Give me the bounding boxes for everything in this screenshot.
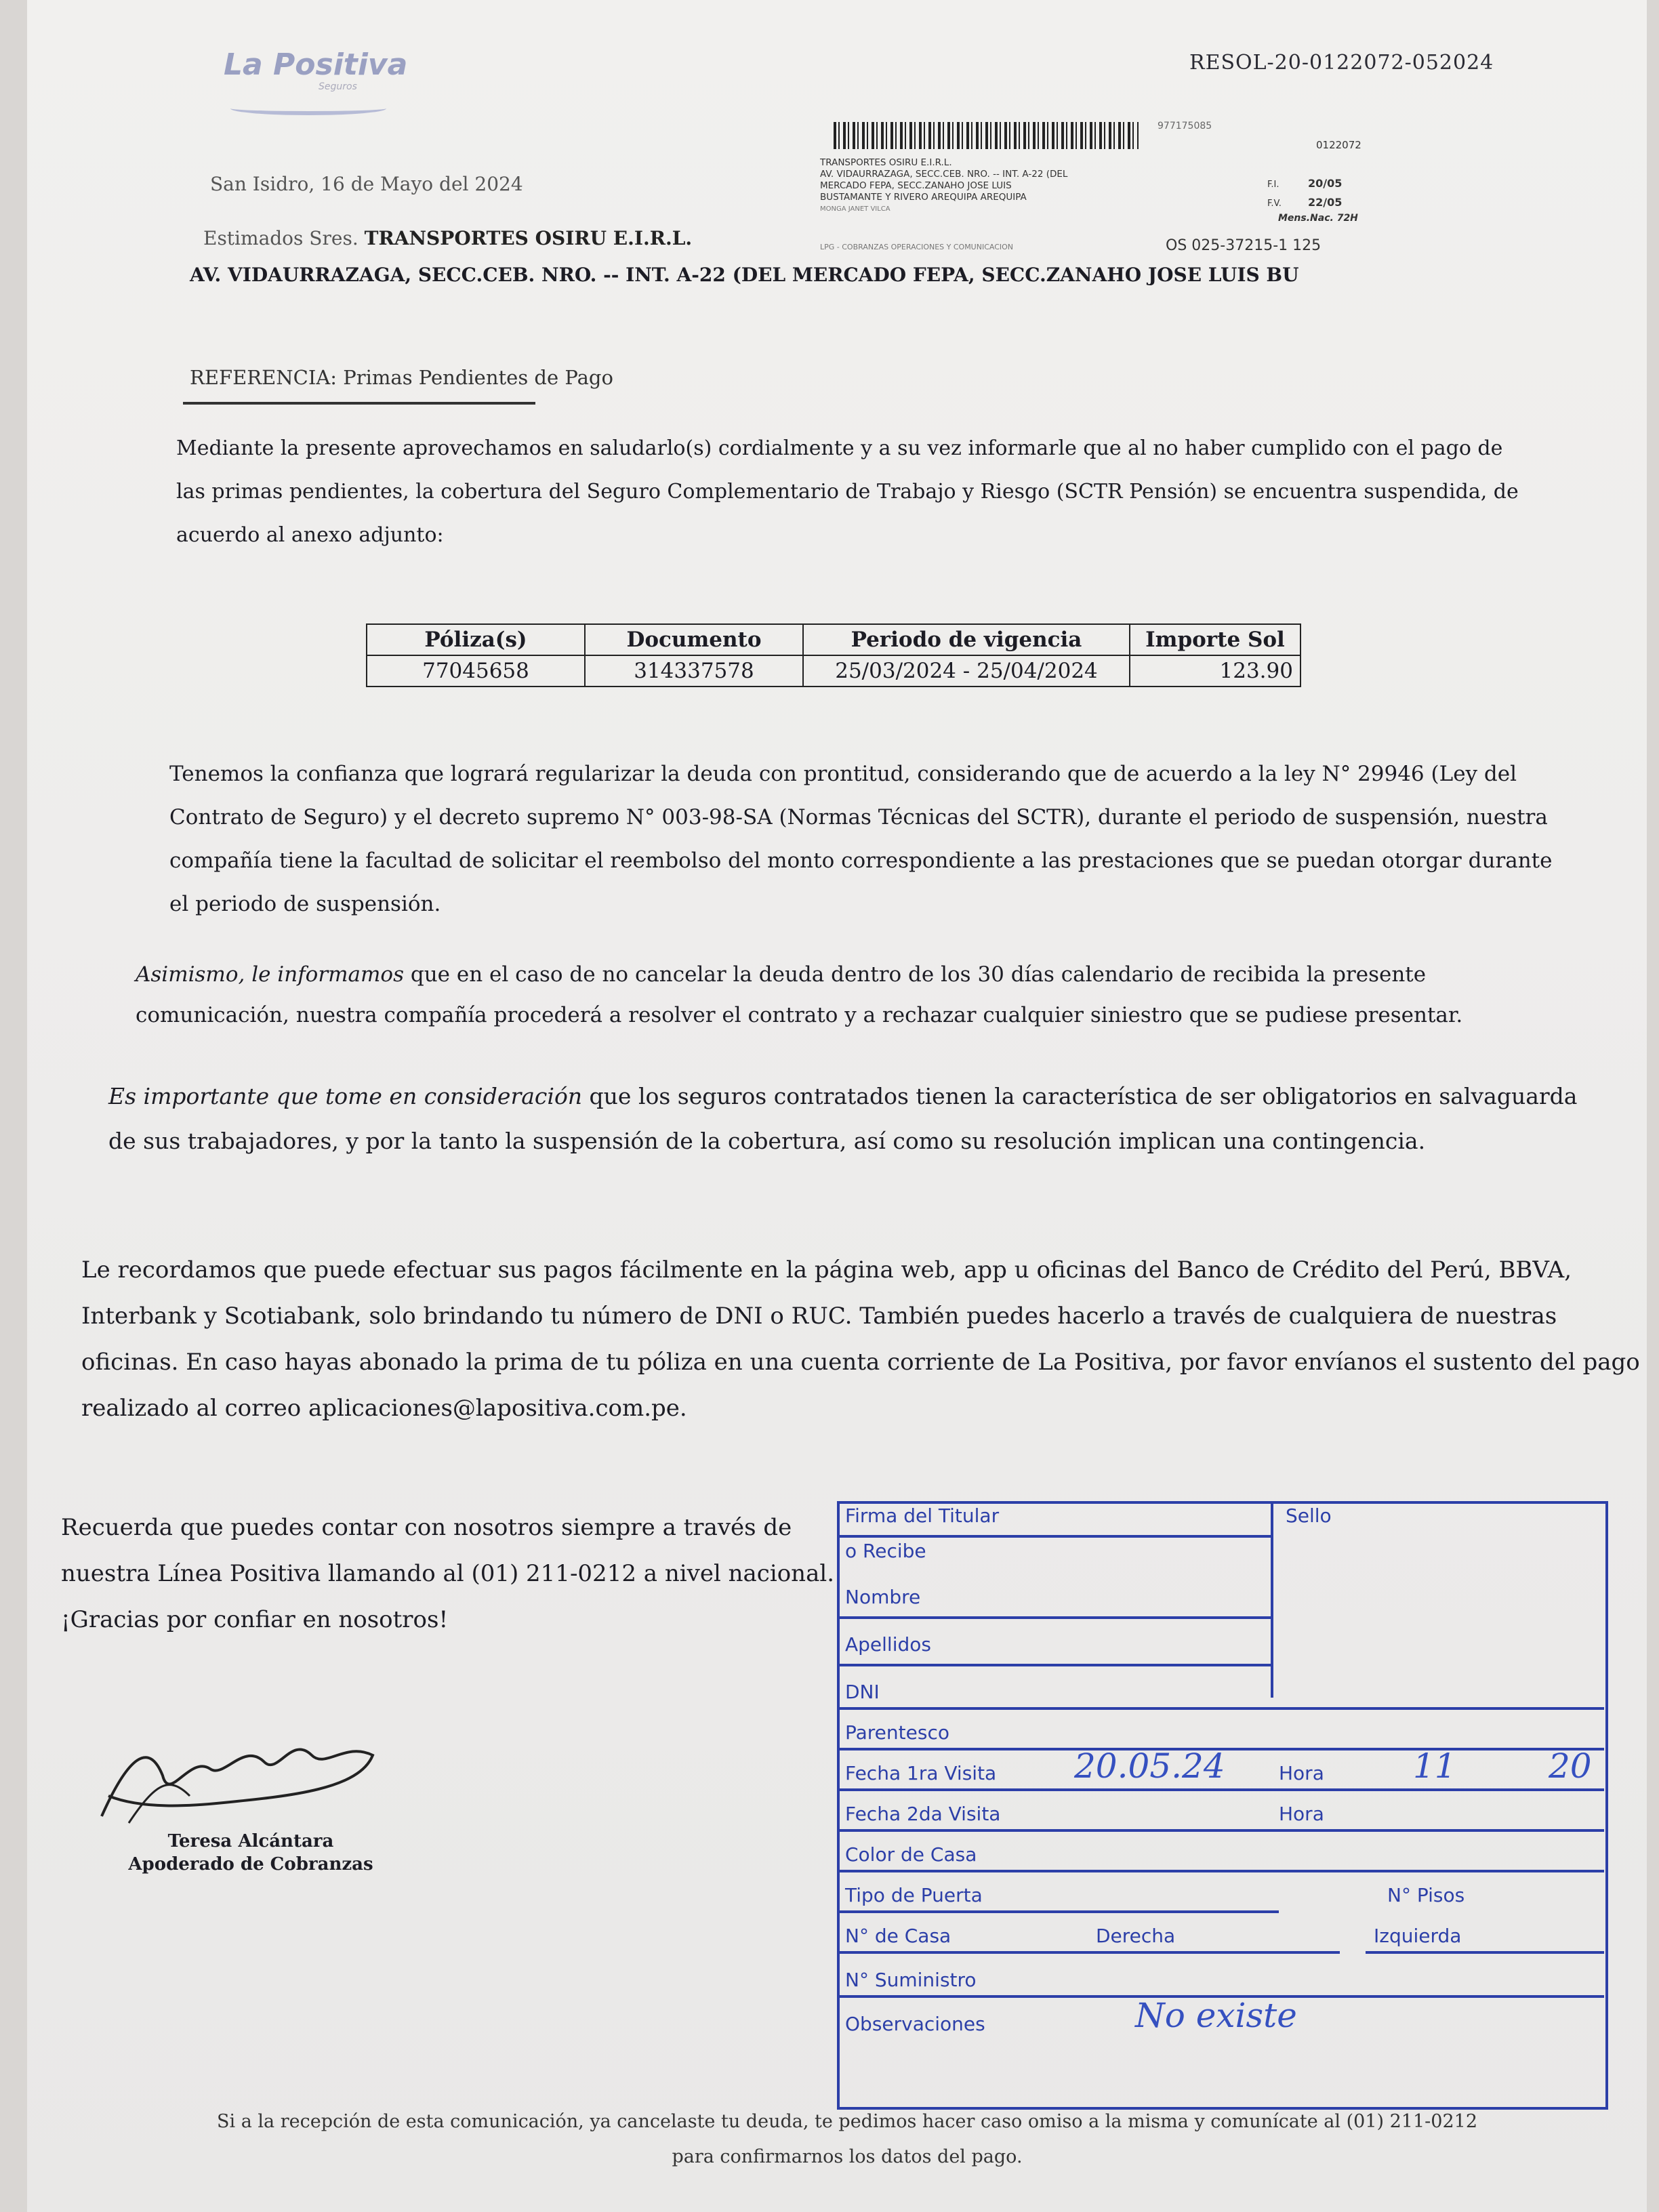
fecha1-value: 20.05.24 bbox=[1074, 1746, 1225, 1786]
stamp-recibe: o Recibe bbox=[845, 1540, 926, 1562]
fi-value: 20/05 bbox=[1308, 177, 1343, 190]
delivery-stamp bbox=[837, 1501, 1613, 2111]
fv-label: F.V. bbox=[1267, 199, 1282, 209]
stamp-hora2: Hora bbox=[1271, 1799, 1604, 1832]
paragraph-2: Tenemos la confianza que logrará regularizar la deuda con prontitud, considerando que de acuerdo a la ley N° 29946 (Ley del Contrato de Seguro) y el decreto supremo N° 003-98-SA (Normas Técnicas del SCTR), durante el periodo de suspensión, nuestra compañía tiene la facultad de solicitar el reembolso del monto correspondiente a las prestaciones que se puedan otorgar durante el periodo de suspensión. bbox=[169, 762, 1553, 916]
policy-number: 77045658 bbox=[367, 655, 585, 687]
document-number: 314337578 bbox=[585, 655, 803, 687]
label-line: TRANSPORTES OSIRU E.I.R.L. bbox=[820, 157, 952, 168]
coverage-period: 25/03/2024 - 25/04/2024 bbox=[803, 655, 1130, 687]
stamp-izquierda: Izquierda bbox=[1366, 1921, 1604, 1954]
paragraph-1: Mediante la presente aprovechamos en saludarlo(s) cordialmente y a su vez informarle que al no haber cumplido con el pago de las primas pendientes, la cobertura del Seguro Complementario de Trabajo y Riesgo (SCTR Pensión) se encuentra suspendida, de acuerdo al anexo adjunto: bbox=[176, 436, 1519, 547]
stamp-firma: Firma del Titular bbox=[837, 1501, 1272, 1538]
footer-note: Si a la recepción de esta comunicación, ya cancelaste tu deuda, te pedimos hacer caso omiso a la misma y comunícate al (01) 211-0212 para confirmarnos los datos del pago. bbox=[217, 2111, 1477, 2167]
policy-table bbox=[366, 623, 1301, 687]
barcode-number: 977175085 bbox=[1158, 121, 1212, 131]
label-dates bbox=[1267, 175, 1342, 213]
table-header-row bbox=[367, 624, 1300, 655]
barcode-icon bbox=[834, 122, 1139, 149]
label-code: 0122072 bbox=[1316, 139, 1361, 151]
stamp-pisos: N° Pisos bbox=[1387, 1884, 1465, 1906]
paragraph-3 bbox=[136, 954, 1579, 1036]
resolution-number: RESOL-20-0122072-052024 bbox=[1189, 51, 1494, 75]
label-line: BUSTAMANTE Y RIVERO AREQUIPA AREQUIPA bbox=[820, 192, 1027, 203]
column-header: Documento bbox=[585, 624, 803, 655]
stamp-color: Color de Casa bbox=[837, 1840, 1604, 1872]
column-header: Importe Sol bbox=[1130, 624, 1300, 655]
recipient-name: TRANSPORTES OSIRU E.I.R.L. bbox=[364, 227, 693, 249]
company-logo: La Positiva bbox=[224, 47, 408, 82]
stamp-apellidos: Apellidos bbox=[837, 1630, 1272, 1666]
logo-swoosh-icon bbox=[230, 102, 386, 115]
paragraph-6: Recuerda que puedes contar con nosotros siempre a través de nuestra Línea Positiva llamando al (01) 211-0212 a nivel nacional. ¡Gracias por confiar en nosotros! bbox=[61, 1514, 835, 1633]
signatory bbox=[88, 1830, 413, 1876]
paragraph-4 bbox=[108, 1074, 1586, 1164]
stamp-derecha: Derecha bbox=[1088, 1921, 1340, 1954]
hora1-value-a: 11 bbox=[1413, 1746, 1456, 1786]
signatory-name: Teresa Alcántara bbox=[167, 1831, 334, 1851]
paragraph-3-lead: Asimismo, le informamos bbox=[136, 962, 404, 987]
table-row bbox=[367, 655, 1300, 687]
paragraph-4-lead: Es importante que tome en consideración bbox=[108, 1083, 583, 1109]
paragraph-5-body: puede efectuar sus pagos fácilmente en la página web, app u oficinas del Banco de Crédito del Perú, BBVA, Interbank y Scotiabank, solo brindando tu número de DNI o RUC. También puedes hacerlo a través de cualquiera de nuestras oficinas. En caso hayas abonado la prima de tu póliza en una cuenta corriente de La Positiva, por favor envíanos el sustento del pago realizado al correo aplicaciones@lapositiva.com.pe. bbox=[81, 1256, 1640, 1422]
stamp-fecha2: Fecha 2da Visita bbox=[837, 1799, 1279, 1832]
amount: 123.90 bbox=[1130, 655, 1300, 687]
stamp-dni: DNI bbox=[837, 1677, 1604, 1710]
stamp-fecha1: Fecha 1ra Visita bbox=[837, 1759, 1279, 1791]
logo-subtitle: Seguros bbox=[319, 81, 357, 92]
label-mens: Mens.Nac. 72H bbox=[1278, 213, 1358, 224]
salutation bbox=[203, 217, 692, 260]
stamp-suministro: N° Suministro bbox=[837, 1965, 1604, 1998]
label-line: MONGA JANET VILCA bbox=[820, 205, 890, 213]
column-header: Póliza(s) bbox=[367, 624, 585, 655]
label-address bbox=[820, 157, 1172, 215]
reference-line: REFERENCIA: Primas Pendientes de Pago bbox=[190, 366, 613, 389]
stamp-tipo: Tipo de Puerta bbox=[837, 1881, 1279, 1913]
observaciones-value: No existe bbox=[1135, 1996, 1297, 2035]
paragraph-5-lead: Le recordamos que bbox=[81, 1256, 307, 1284]
label-line: MERCADO FEPA, SECC.ZANAHO JOSE LUIS bbox=[820, 180, 1012, 191]
reference-underline bbox=[183, 402, 535, 405]
signatory-role: Apoderado de Cobranzas bbox=[128, 1854, 373, 1875]
fi-label: F.I. bbox=[1267, 180, 1279, 190]
fv-value: 22/05 bbox=[1308, 196, 1343, 209]
label-department: LPG - COBRANZAS OPERACIONES Y COMUNICACION bbox=[820, 243, 1014, 251]
signature-image bbox=[88, 1715, 386, 1837]
stamp-observaciones: Observaciones bbox=[845, 2013, 985, 2035]
stamp-nombre: Nombre bbox=[837, 1582, 1272, 1619]
stamp-sello: Sello bbox=[1286, 1504, 1332, 1527]
paragraph-4-body: que los seguros contratados tienen la característica de ser obligatorios en salvaguarda de sus trabajadores, y por la tanto la suspensión de la cobertura, así como su resolución implican una contingencia. bbox=[108, 1083, 1578, 1154]
recipient-address: AV. VIDAURRAZAGA, SECC.CEB. NRO. -- INT. A-22 (DEL MERCADO FEPA, SECC.ZANAHO JOSE LUIS BU bbox=[190, 264, 1299, 286]
paragraph-5 bbox=[81, 1247, 1654, 1431]
letter-date: San Isidro, 16 de Mayo del 2024 bbox=[210, 173, 523, 195]
label-line: AV. VIDAURRAZAGA, SECC.CEB. NRO. -- INT. A-22 (DEL bbox=[820, 169, 1068, 180]
stamp-nro-casa: N° de Casa bbox=[837, 1921, 1089, 1954]
stamp-parentesco: Parentesco bbox=[837, 1718, 1604, 1750]
label-os: OS 025-37215-1 125 bbox=[1166, 237, 1322, 254]
hora1-value-b: 20 bbox=[1549, 1746, 1592, 1786]
mailing-label bbox=[820, 115, 1389, 268]
stamp-hora1: Hora bbox=[1271, 1759, 1604, 1791]
paragraph-3-body: que en el caso de no cancelar la deuda dentro de los 30 días calendario de recibida la presente comunicación, nuestra compañía procederá a resolver el contrato y a rechazar cualquier siniestro que se pudiese presentar. bbox=[136, 962, 1463, 1027]
salutation-prefix: Estimados Sres. bbox=[203, 227, 365, 249]
column-header: Periodo de vigencia bbox=[803, 624, 1130, 655]
